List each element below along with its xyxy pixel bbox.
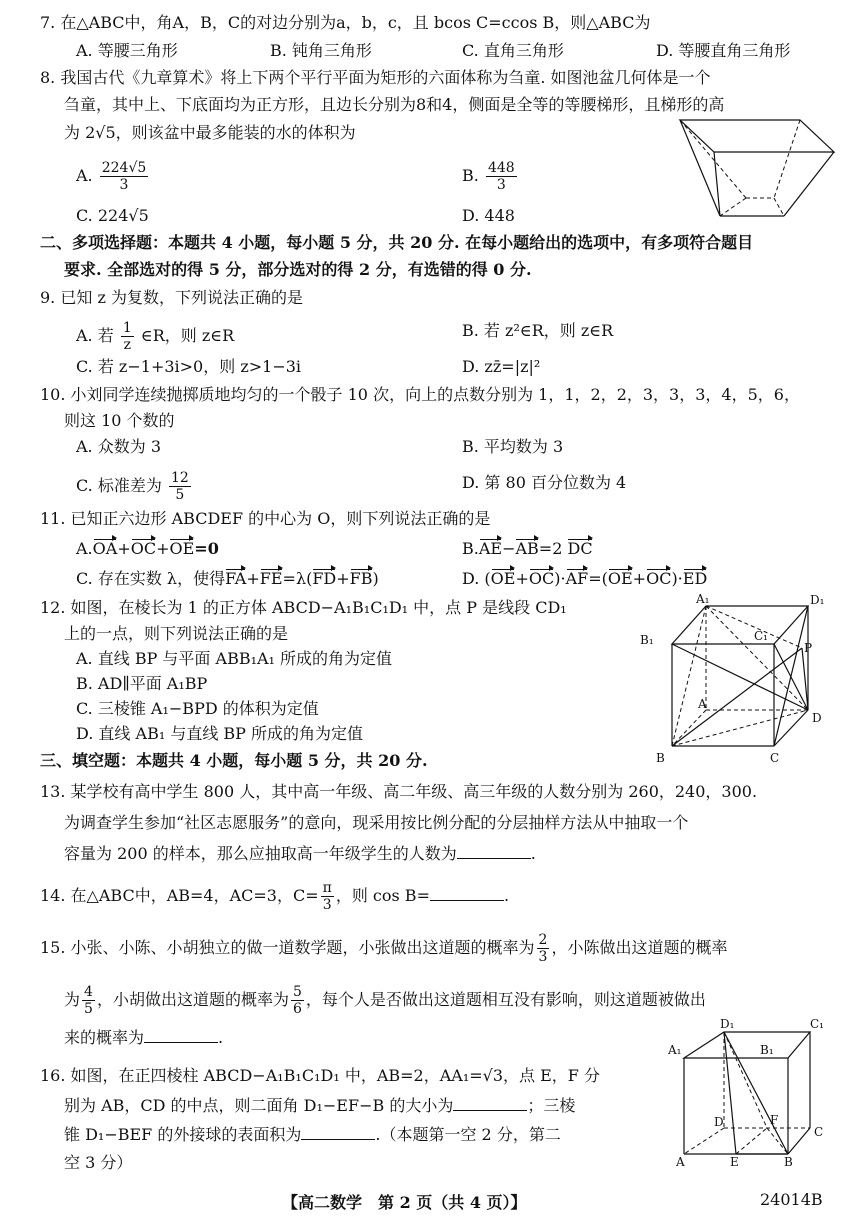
- q16-label-f: F: [770, 1113, 779, 1127]
- q16-answer-blank-1[interactable]: [453, 1094, 527, 1111]
- q11-option-d: D. (OE+OC)·AF=(OE+OC)·ED: [462, 569, 708, 588]
- q14-line: 14. 在△ABC中，AB=4，AC=3，C= $\frac{\pi}{3}$ ，则 cos B= .: [40, 880, 510, 913]
- q12-line-1: 12. 如图，在棱长为 1 的正方体 ABCD−A₁B₁C₁D₁ 中，点 P 是线段 CD₁: [40, 598, 567, 617]
- q12-option-c: C. 三棱锥 A₁−BPD 的体积为定值: [76, 699, 319, 718]
- q8-option-a-fraction: $\frac{224√5}{3}$: [101, 160, 147, 193]
- page-footer: 【高二数学 第 2 页（共 4 页）】: [282, 1193, 527, 1212]
- q13-line-2: 为调查学生参加“社区志愿服务”的意向，现采用按比例分配的分层抽样方法从中抽取一个: [64, 813, 689, 832]
- q10-option-d: D. 第 80 百分位数为 4: [462, 473, 627, 492]
- q10-option-c-fraction: $\frac{12}{5}$: [170, 470, 189, 503]
- q7-option-b: B. 钝角三角形: [270, 41, 372, 60]
- q15-line-3: 来的概率为 .: [64, 1028, 224, 1047]
- q8-option-a: [76, 160, 150, 193]
- q10-option-c: C. 标准差为 $\frac{12}{5}$: [76, 470, 189, 503]
- q12-label-d1: D₁: [810, 593, 825, 607]
- q10-option-b: B. 平均数为 3: [462, 437, 564, 456]
- q12-label-c: C: [770, 751, 780, 765]
- q16-line-2: 别为 AB，CD 的中点，则二面角 D₁−EF−B 的大小为 ；三棱: [64, 1096, 576, 1115]
- q12-label-b: B: [656, 751, 665, 765]
- q8-option-c: C. 224√5: [76, 206, 149, 225]
- q16-line-1: 16. 如图，在正四棱柱 ABCD−A₁B₁C₁D₁ 中，AB=2，AA₁=√3，点 E，F 分: [40, 1066, 600, 1085]
- q9-option-c: C. 若 z−1+3i>0，则 z>1−3i: [76, 357, 302, 376]
- q15-line-1: 15. 小张、小陈、小胡独立的做一道数学题，小张做出这道题的概率为 $\frac{2}{3}$ ，小陈做出这道题的概率: [40, 932, 728, 965]
- q16-answer-blank-2[interactable]: [301, 1123, 375, 1140]
- q7-option-a: A. 等腰三角形: [76, 41, 178, 60]
- q8-line-2: 刍童，其中上、下底面均为正方形，且边长分别为8和4，侧面是全等的等腰梯形，且梯形的高: [64, 95, 725, 114]
- q16-prism-figure: [664, 1018, 836, 1168]
- q13-line-1: 13. 某学校有高中学生 800 人，其中高一年级、高二年级、高三年级的人数分别为 260，240，300.: [40, 782, 758, 801]
- q12-option-d: D. 直线 AB₁ 与直线 BP 所成的角为定值: [76, 724, 364, 743]
- q8-line-1: 8. 我国古代《九章算术》将上下两个平行平面为矩形的六面体称为刍童. 如图池盆几何体是一个: [40, 68, 711, 87]
- q10-option-a: A. 众数为 3: [76, 437, 161, 456]
- q12-option-a: A. 直线 BP 与平面 ABB₁A₁ 所成的角为定值: [76, 649, 393, 668]
- q8-option-a-label: A.: [76, 166, 93, 185]
- q13-answer-blank[interactable]: [457, 842, 531, 859]
- q7-option-d: D. 等腰直角三角形: [656, 41, 791, 60]
- q10-line-2: 则这 10 个数的: [64, 411, 175, 430]
- q9-option-a: A. 若 $\frac{1}{z}$ ∈R，则 z∈R: [76, 320, 235, 353]
- q11-option-c: C. 存在实数 λ，使得FA+FE=λ(FD+FB): [76, 569, 379, 588]
- q9-option-b: B. 若 z²∈R，则 z∈R: [462, 321, 614, 340]
- q12-label-b1: B₁: [640, 633, 654, 647]
- q13-line-3: 容量为 200 的样本，那么应抽取高一年级学生的人数为 .: [64, 844, 536, 863]
- q16-label-b: B: [784, 1155, 793, 1168]
- q15-fraction-2: $\frac{4}{5}$: [84, 984, 93, 1017]
- section-2-heading-line-1: 二、多项选择题：本题共 4 小题，每小题 5 分，共 20 分. 在每小题给出的选项中，有多项符合题目: [40, 233, 754, 252]
- q14-fraction: $\frac{\pi}{3}$: [322, 880, 332, 913]
- q16-label-d: D: [714, 1115, 724, 1129]
- q15-line-2: 为 $\frac{4}{5}$ ，小胡做出这道题的概率为 $\frac{5}{6}$ ，每个人是否做出这道题相互没有影响，则这道题被做出: [64, 984, 706, 1017]
- q12-label-a: A: [698, 697, 707, 711]
- q11-option-a: A.OA+OC+OE=0: [76, 539, 219, 558]
- q8-frustum-figure: [676, 112, 836, 224]
- q12-option-b: B. AD∥平面 A₁BP: [76, 674, 208, 693]
- q15-answer-blank[interactable]: [144, 1026, 218, 1043]
- q12-label-p: P: [804, 641, 813, 655]
- q12-label-c1: C₁: [754, 629, 768, 643]
- q12-line-2: 上的一点，则下列说法正确的是: [64, 624, 289, 643]
- q8-option-b-fraction: $\frac{448}{3}$: [487, 160, 515, 193]
- section-2-heading-line-2: 要求. 全部选对的得 5 分，部分选对的得 2 分，有选错的得 0 分.: [64, 260, 532, 279]
- q16-label-e: E: [730, 1155, 739, 1168]
- q8-option-b: [462, 160, 519, 193]
- q16-label-a: A: [676, 1155, 685, 1168]
- q12-label-a1: A₁: [696, 592, 710, 606]
- q15-fraction-3: $\frac{5}{6}$: [292, 984, 302, 1017]
- q15-fraction-1: $\frac{2}{3}$: [538, 932, 548, 965]
- q8-option-d: D. 448: [462, 206, 515, 225]
- q7-stem: 7. 在△ABC中，角A，B，C的对边分别为a，b，c，且 bcos C=ccos B，则△ABC为: [40, 13, 651, 32]
- q16-label-c: C: [814, 1125, 824, 1139]
- q16-line-3: 锥 D₁−BEF 的外接球的表面积为 .（本题第一空 2 分，第二: [64, 1125, 561, 1144]
- q10-line-1: 10. 小刘同学连续抛掷质地均匀的一个骰子 10 次，向上的点数分别为 1，1，2，2，3，3，3，4，5，6，: [40, 385, 800, 404]
- q9-option-a-fraction: $\frac{1}{z}$: [122, 320, 132, 353]
- exam-code: 24014B: [760, 1190, 823, 1209]
- q16-label-b1: B₁: [760, 1043, 774, 1057]
- q16-label-d1: D₁: [720, 1018, 735, 1031]
- q16-label-a1: A₁: [668, 1043, 682, 1057]
- q16-label-c1: C₁: [810, 1018, 824, 1031]
- section-3-heading: 三、填空题：本题共 4 小题，每小题 5 分，共 20 分.: [40, 751, 428, 770]
- q14-answer-blank[interactable]: [430, 884, 504, 901]
- q12-label-d: D: [812, 711, 822, 725]
- q11-stem: 11. 已知正六边形 ABCDEF 的中心为 O，则下列说法正确的是: [40, 509, 491, 528]
- q12-cube-figure: [636, 592, 836, 768]
- q8-option-b-label: B.: [462, 166, 479, 185]
- q11-option-b: B.AE−AB=2 DC: [462, 539, 593, 558]
- q8-line-3: 为 2√5，则该盆中最多能装的水的体积为: [64, 123, 356, 142]
- q16-line-4: 空 3 分）: [64, 1153, 133, 1172]
- q9-option-d: D. zz̄=|z|²: [462, 357, 541, 376]
- q7-option-c: C. 直角三角形: [462, 41, 564, 60]
- q9-stem: 9. 已知 z 为复数，下列说法正确的是: [40, 288, 303, 307]
